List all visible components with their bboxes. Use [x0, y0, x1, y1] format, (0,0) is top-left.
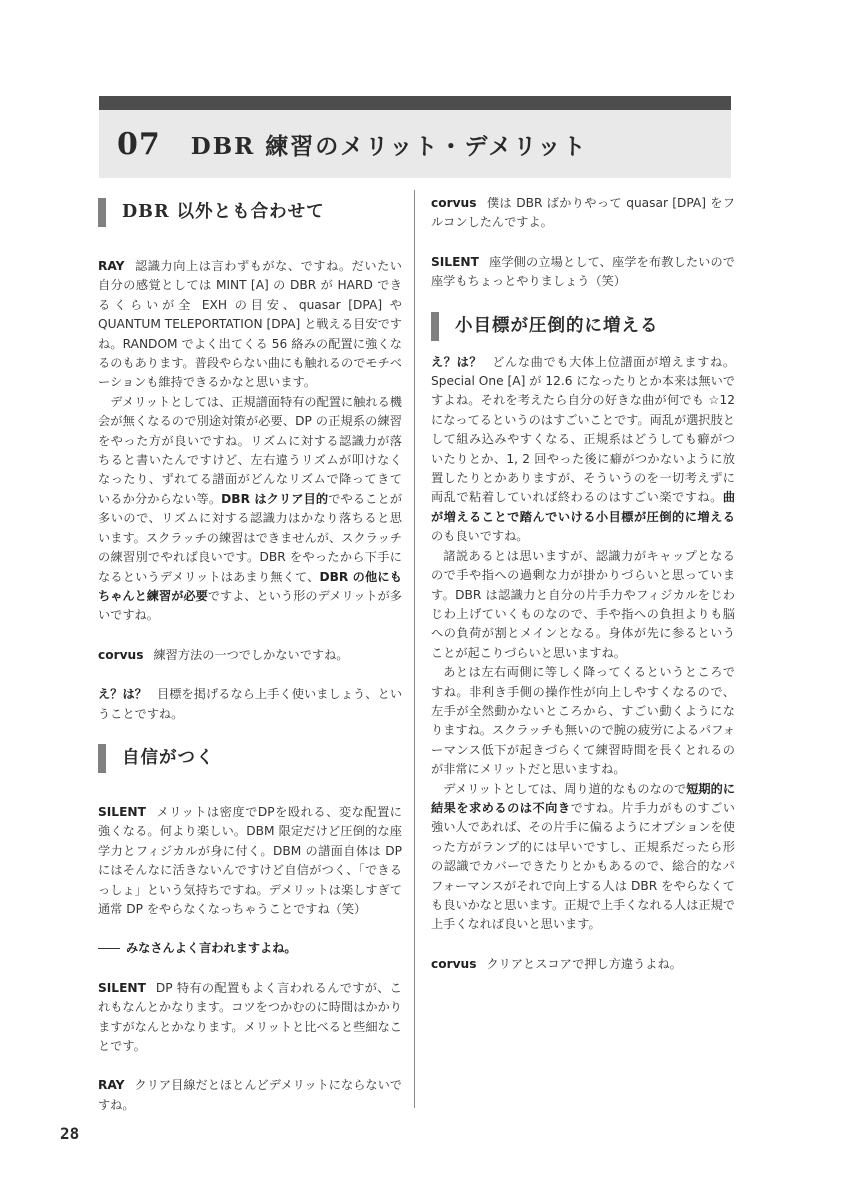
right-column [431, 194, 735, 974]
speaker-name: SILENT [98, 804, 146, 819]
chapter-number: 07 [117, 126, 161, 162]
speaker-name: corvus [98, 647, 144, 662]
heading-marker [98, 198, 106, 227]
paragraph: デメリットとしては、正規譜面特有の配置に触れる機会が無くなるので別途対策が必要、DP の正規系の練習をやった方が良いですね。リズムに対する認識力が落ちると書いたんですけど、左右違うリズムが叩けなくなったり、ずれてる譜面がどんなリズムで降ってきているか分からない等。DBR はクリア目的でやることが多いので、リズムに対する認識力はかなり落ちると思います。スクラッチの練習はできませんが、スクラッチの練習別でやれば良いです。DBR をやったから下手になるというデメリットはあまり無くて、DBR の他にもちゃんと練習が必要ですよ、という形のデメリットが多いですね。 [98, 394, 403, 623]
page-number: 28 [60, 1124, 80, 1143]
speaker-name: え？は？ [98, 687, 148, 702]
speaker-name: SILENT [98, 980, 146, 995]
speaker-name: corvus [431, 196, 477, 210]
paragraph: え？は？ 目標を掲げるなら上手く使いましょう、ということですね。 [98, 687, 403, 721]
interviewer-line: みなさんよく言われますよね。 [98, 939, 402, 958]
paragraph: RAY 認識力向上は言わずもがな、ですね。だいたい自分の感覚としては MINT [A] の DBR が HARD できるくらいが全 EXH の目安、quasar [DPA] や QUANTUM TELEPORTATION [DPA] と戦える目安ですね。RANDOM でよく出てくる 56 絡みの配置に強くなるのもあります。普段やらない曲にも触れるのでモチベーションも維持できるかなと思います。 [98, 259, 402, 390]
emphasis-text: 短期的に結果を求めるのは不向き [431, 781, 736, 815]
section-heading-confidence: 自信がつく [98, 744, 402, 773]
column-divider [414, 190, 415, 1108]
chapter-top-bar [99, 96, 731, 110]
paragraph: SILENT DP 特有の配置もよく言われるんですが、これもなんとかなります。コツをつかむのに時間はかかりますがなんとかなります。メリットと比べると些細なことです。 [98, 980, 402, 1053]
paragraph: RAY クリア目線だとほとんどデメリットにならないですね。 [98, 1078, 402, 1112]
paragraph: corvus 僕は DBR ばかりやって quasar [DPA] をフルコンしたんですよ。 [431, 196, 735, 230]
speaker-name: え？は？ [431, 354, 483, 369]
emphasis-text: DBR の他にもちゃんと練習が必要 [98, 569, 402, 603]
speaker-name: RAY [98, 1078, 125, 1093]
em-dash [98, 948, 120, 949]
paragraph: デメリットとしては、周り道的なものなので短期的に結果を求めるのは不向きですね。片手力がものすごい強い人であれば、その片手に偏るようにオプションを使った方がランプ的には早いですし、正規系だったら形の認識でカバーできたりとかもあるので、総合的なパフォーマンスがそれで向上する人は DBR をやらなくても良いかなと思います。正規で上手くなれる人は正規で上手くなれば良いと思います。 [431, 781, 736, 932]
paragraph: SILENT 座学側の立場として、座学を布教したいので座学もちょっとやりましょう（笑） [431, 254, 735, 289]
section-heading-dbr-others: DBR 以外とも合わせて [98, 198, 402, 227]
paragraph: corvus クリアとスコアで押し方違うよね。 [431, 956, 682, 971]
heading-marker [431, 312, 439, 341]
emphasis-text: DBR はクリア目的 [221, 491, 329, 506]
speaker-name: SILENT [431, 254, 479, 269]
paragraph: あとは左右両側に等しく降ってくるというところですね。非利き手側の操作性が向上しやすくなるので、左手が全然動かないところから、すごい動くようになりますね。スクラッチも無いので腕の疲労によるパフォーマンス低下が起きづらくて練習時間を長くとれるのが非常にメリットだと思いますね。 [431, 665, 735, 777]
paragraph: え？は？ どんな曲でも大体上位譜面が増えますね。Special One [A] が 12.6 になったりとか本来は無いですよね。それを考えたら自分の好きな曲が何でも ☆12 になってるというのはすごいことです。両乱が選択肢として組み込みやすくなる、正規系はどうしても癖がついたりとか、1, 2 回やった後に癖がつかないように放置したりとかありますが、そういうのを一切考えずに両乱で粘着していれば終わるのはすごい楽ですね。曲が増えることで踏んでいける小目標が圧倒的に増えるのも良いですね。 [431, 354, 736, 544]
section-heading-small-goals: 小目標が圧倒的に増える [431, 312, 735, 341]
paragraph: corvus 練習方法の一つでしかないですね。 [98, 647, 349, 662]
heading-marker [98, 744, 106, 773]
chapter-title: DBR 練習のメリット・デメリット [190, 132, 588, 160]
left-column [98, 198, 402, 1115]
emphasis-text: 曲が増えることで踏んでいける小目標が圧倒的に増える [431, 490, 735, 524]
chapter-header [99, 110, 731, 178]
paragraph: SILENT メリットは密度でDPを殴れる、変な配置に強くなる。何より楽しい。DBM 限定だけど圧倒的な座学力とフィジカルが身に付く。DBM の譜面自体は DP にはそんなに活きないんですけど自信がつく、「できるっしょ」という気持ちですね。デメリットは楽しすぎて通常 DP をやらなくなっちゃうことですね（笑） [98, 804, 402, 916]
speaker-name: corvus [431, 956, 477, 971]
paragraph: 諸説あるとは思いますが、認識力がキャップとなるので手や指への過剰な力が掛かりづらいと思っています。DBR は認識力と自分の片手力やフィジカルをじわじわ上げていくものなので、手や指への負担よりも脳への負荷が割とメインとなる。身体が先に参るということが起こりづらいと思いますね。 [431, 548, 735, 660]
speaker-name: RAY [98, 259, 125, 273]
